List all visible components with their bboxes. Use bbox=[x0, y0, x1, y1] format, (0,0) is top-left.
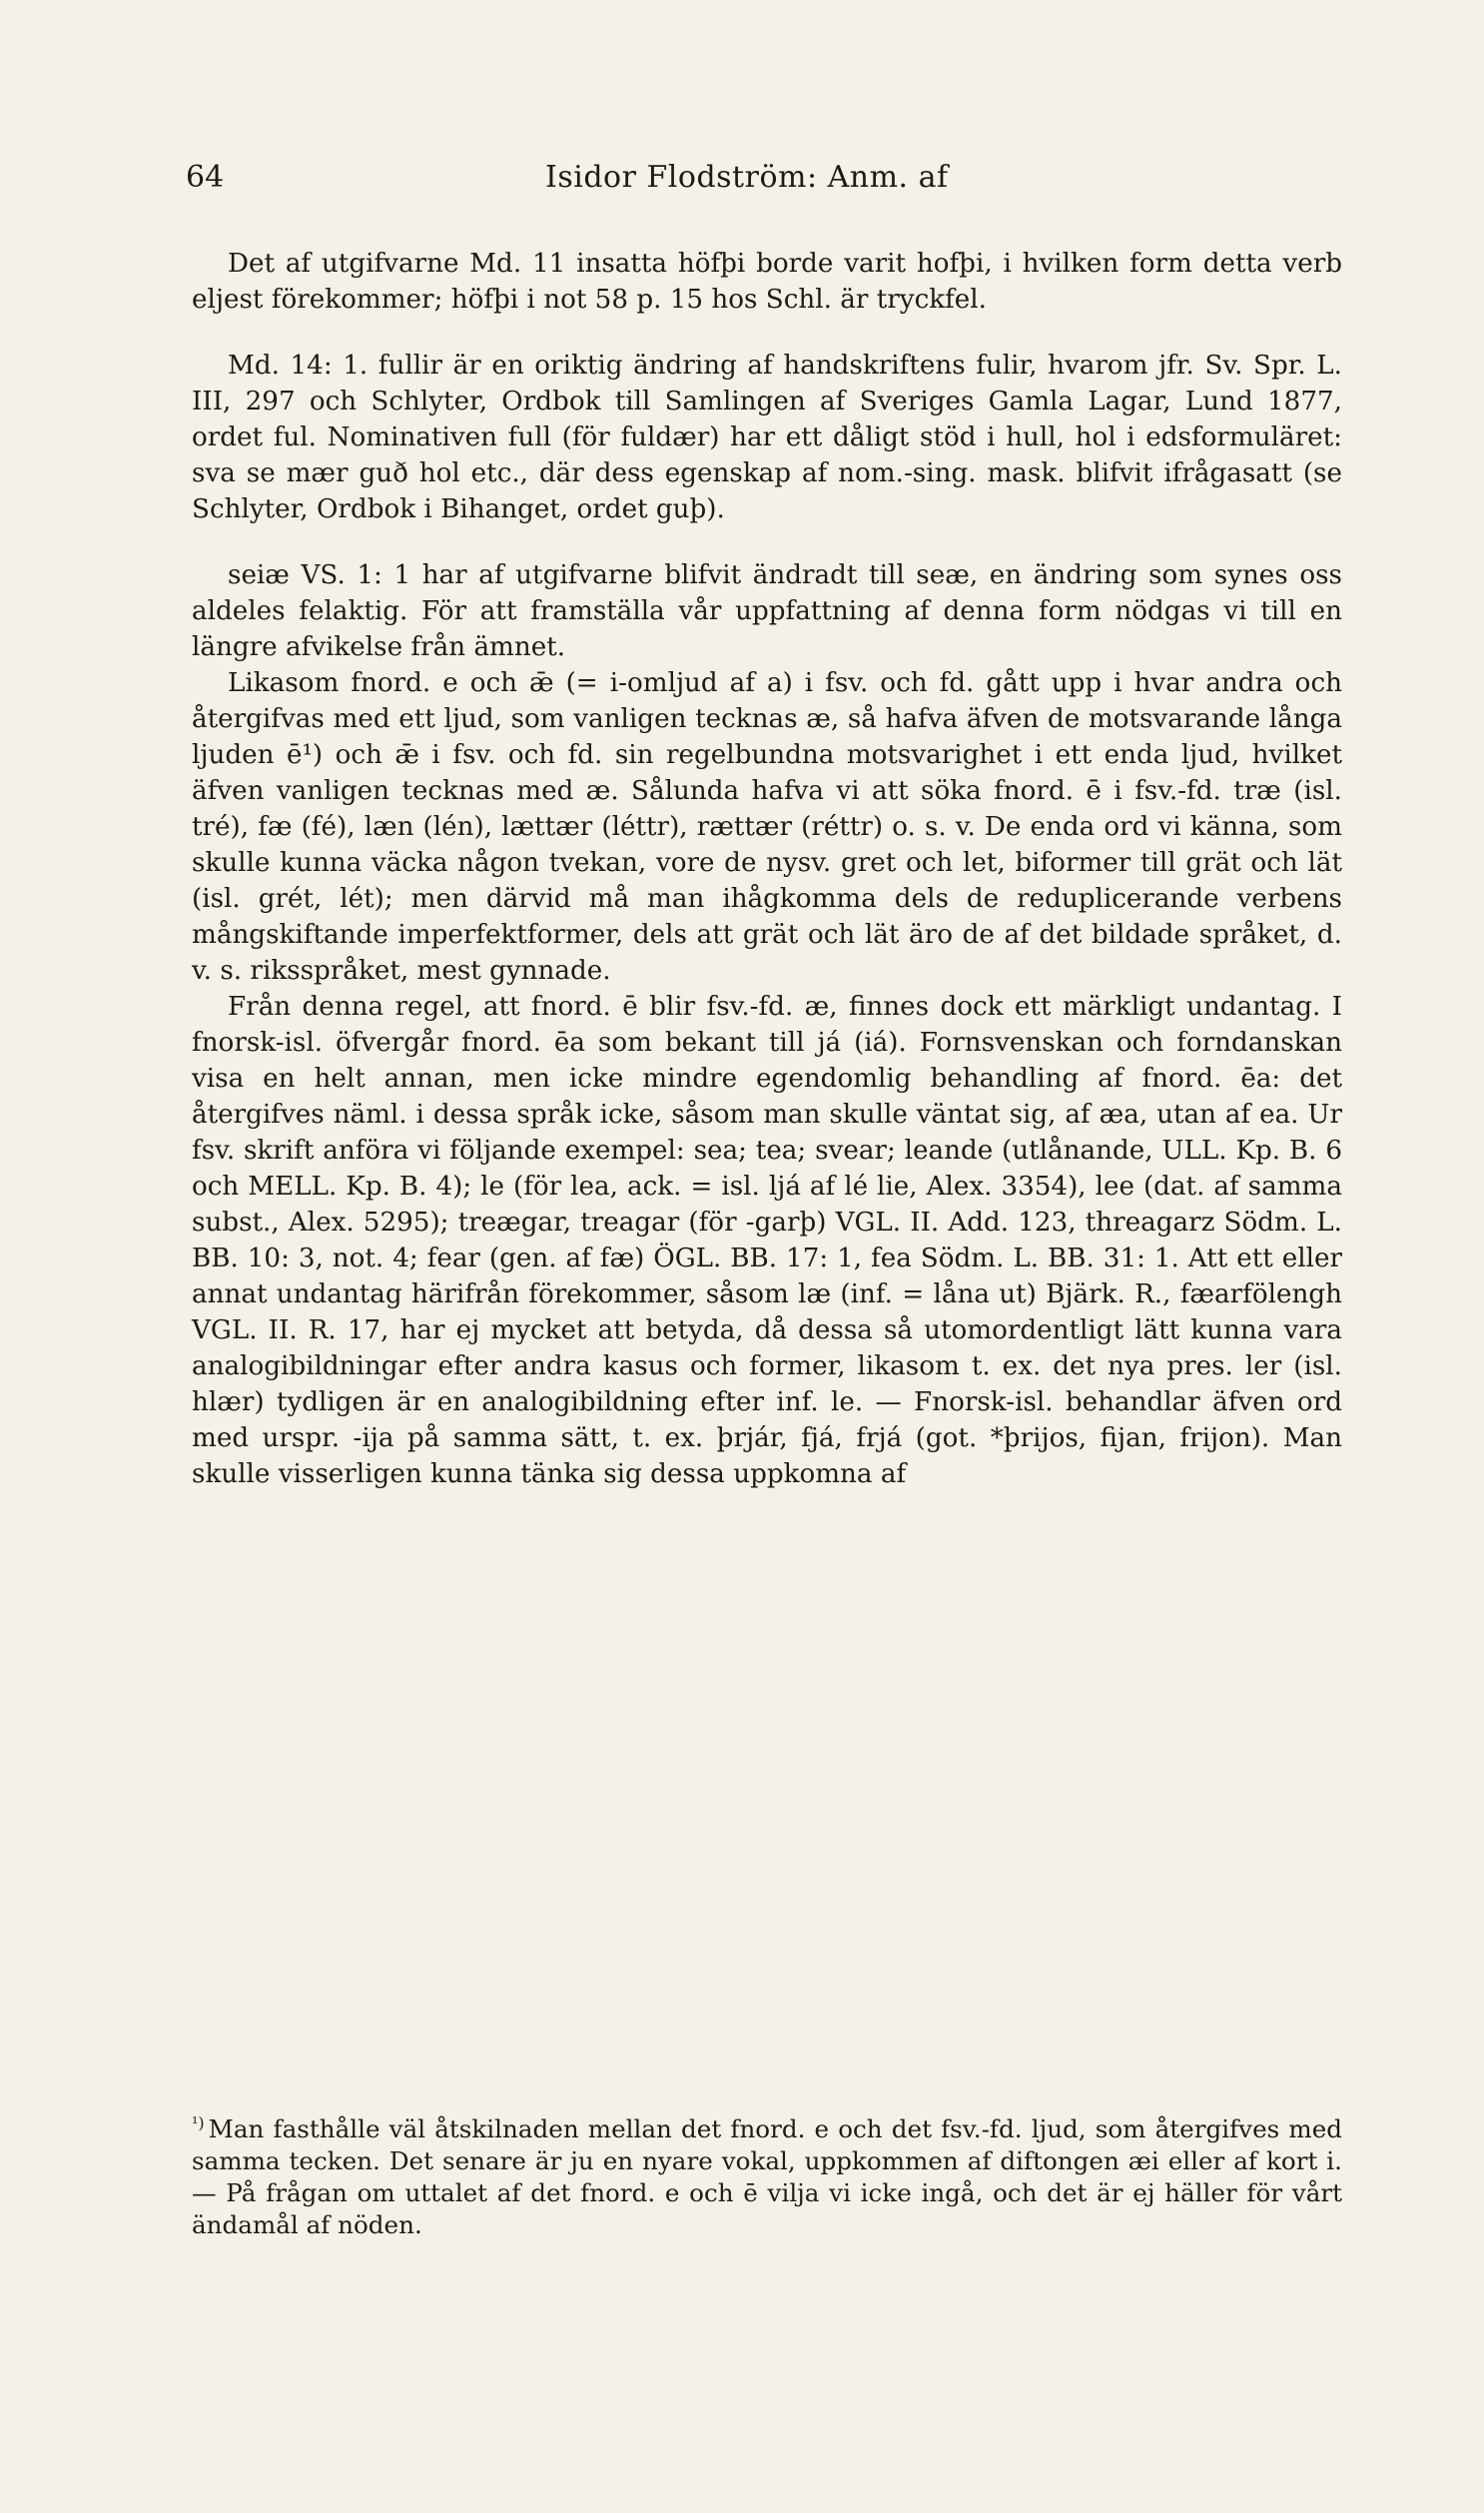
paragraph-4: Likasom fnord. e och ǣ (= i-omljud af a) i fsv. och fd. gått upp i hvar andra och återgifvas med ett ljud, som vanligen tecknas æ, så hafva äfven de motsvarande långa ljuden ē¹) och ǣ i fsv. och fd. sin regelbundna motsvarighet i ett enda ljud, hvilket äfven vanligen tecknas med æ. Sålunda hafva vi att söka fnord. ē i fsv.-fd. træ (isl. tré), fæ (fé), læn (lén), lættær (léttr), rættær (réttr) o. s. v. De enda ord vi känna, som skulle kunna väcka någon tvekan, vore de nysv. gret och let, biformer till grät och lät (isl. grét, lét); men därvid må man ihågkomma dels de reduplicerande verbens mångskiftande imperfektformer, dels att grät och lät äro de af det bildade språket, d. v. s. riksspråket, mest gynnade. bbox=[192, 668, 1342, 986]
body-text bbox=[192, 246, 1342, 1492]
paragraph-5: Från denna regel, att fnord. ē blir fsv.-fd. æ, finnes dock ett märkligt undantag. I fnorsk-isl. öfvergår fnord. ēa som bekant till já (iá). Fornsvenskan och forndanskan visa en helt annan, men icke mindre egendomlig behandling af fnord. ēa: det återgifves näml. i dessa språk icke, såsom man skulle väntat sig, af æa, utan af ea. Ur fsv. skrift anföra vi följande exempel: sea; tea; svear; leande (utlånande, ULL. Kp. B. 6 och MELL. Kp. B. 4); le (för lea, ack. = isl. ljá af lé lie, Alex. 3354), lee (dat. af samma subst., Alex. 5295); treægar, treagar (för -garþ) VGL. II. Add. 123, threagarz Södm. L. BB. 10: 3, not. 4; fear (gen. af fæ) ÖGL. BB. 17: 1, fea Södm. L. BB. 31: 1. Att ett eller annat undantag härifrån förekommer, såsom læ (inf. = låna ut) Bjärk. R., fæarfölengh VGL. II. R. 17, har ej mycket att betyda, då dessa så utomordentligt lätt kunna vara analogibildningar efter andra kasus och former, likasom t. ex. det nya pres. ler (isl. hlær) tydligen är en analogibildning efter inf. le. — Fnorsk-isl. behandlar äfven ord med urspr. -ija på samma sätt, t. ex. þrjár, fjá, frjá (got. *þrijos, fijan, frijon). Man skulle visserligen kunna tänka sig dessa uppkomna af bbox=[192, 992, 1342, 1489]
page-header bbox=[186, 160, 1344, 204]
paragraph-1: Det af utgifvarne Md. 11 insatta höfþi borde varit hofþi, i hvilken form detta verb eljest förekommer; höfþi i not 58 p. 15 hos Schl. är tryckfel. bbox=[192, 249, 1342, 315]
paragraph-3: seiæ VS. 1: 1 har af utgifvarne blifvit ändradt till seæ, en ändring som synes oss aldeles felaktig. För att framställa vår uppfattning af denna form nödgas vi till en längre afvikelse från ämnet. bbox=[192, 560, 1342, 662]
footnote-mark: ¹) bbox=[192, 2113, 205, 2132]
running-head: Isidor Flodström: Anm. af bbox=[545, 160, 949, 195]
paragraph-2: Md. 14: 1. fullir är en oriktig ändring af handskriftens fulir, hvarom jfr. Sv. Spr. L. III, 297 och Schlyter, Ordbok till Samlingen af Sveriges Gamla Lagar, Lund 1877, ordet ful. Nominativen full (för fuldær) har ett dåligt stöd i hull, hol i edsformuläret: sva se mær guð hol etc., där dess egenskap af nom.-sing. mask. blifvit ifrågasatt (se Schlyter, Ordbok i Bihanget, ordet guþ). bbox=[192, 351, 1342, 524]
footnote-text: Man fasthålle väl åtskilnaden mellan det fnord. e och det fsv.-fd. ljud, som återgifves med samma tecken. Det senare är ju en nyare vokal, uppkommen af diftongen æi eller af kort i. — På frågan om uttalet af det fnord. e och ē vilja vi icke ingå, och det är ej häller för vårt ändamål af nöden. bbox=[192, 2114, 1342, 2240]
footnote bbox=[192, 2107, 1342, 2241]
page-number: 64 bbox=[186, 160, 225, 195]
